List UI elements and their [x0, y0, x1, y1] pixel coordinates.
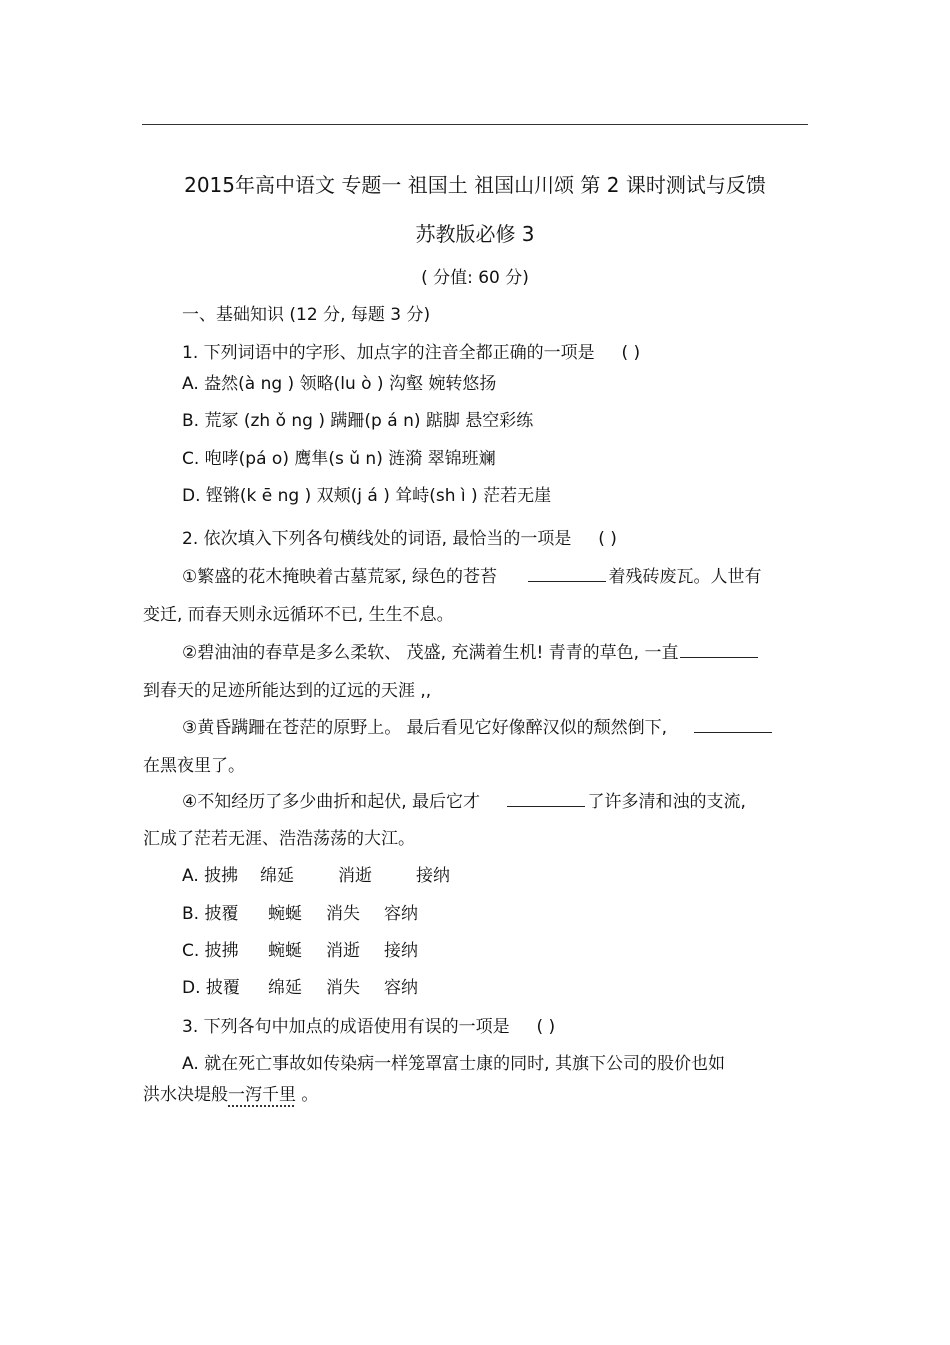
sentence-text: ①繁盛的花木掩映着古墓荒冢, 绿色的苍苔	[182, 567, 498, 587]
sentence-text: ②碧油油的春草是多么柔软、 茂盛, 充满着生机! 青青的草色, 一直	[182, 643, 679, 663]
sentence-3-cont: 在黑夜里了。	[143, 756, 245, 776]
sentence-text: 了许多清和浊的支流,	[587, 792, 746, 812]
question-1-option-b: B. 荒冢 (zh ǒ ng ) 蹒跚(p á n) 踮脚 悬空彩练	[182, 411, 534, 431]
answer-paren: ( )	[598, 529, 617, 549]
option-word: 接纳	[416, 866, 450, 886]
option-word: A. 披拂	[182, 866, 239, 886]
sentence-4-cont: 汇成了茫若无涯、浩浩荡荡的大江。	[143, 829, 415, 849]
option-word: 消失	[326, 978, 360, 998]
question-3-stem	[182, 1016, 555, 1038]
option-word: 消失	[326, 904, 360, 924]
question-text: 1. 下列词语中的字形、加点字的注音全都正确的一项是	[182, 343, 595, 363]
sentence-2	[182, 642, 760, 664]
option-word: 容纳	[384, 978, 418, 998]
sentence-text: 洪水决堤般	[143, 1085, 228, 1105]
option-word: 绵延	[268, 978, 302, 998]
question-1-option-a: A. 盎然(à ng ) 领略(lu ò ) 沟壑 婉转悠扬	[182, 374, 497, 394]
question-1-option-c: C. 咆哮(pá o) 鹰隼(s ǔ n) 涟漪 翠锦班斓	[182, 449, 496, 469]
question-2-option-a	[182, 865, 450, 887]
page-subtitle: 苏教版必修 3	[415, 222, 535, 246]
sentence-1-cont: 变迁, 而春天则永远循环不已, 生生不息。	[143, 605, 454, 625]
question-3-option-a-cont	[143, 1084, 318, 1106]
header-rule	[142, 124, 808, 125]
option-word: B. 披覆	[182, 904, 239, 924]
score-note: ( 分值: 60 分)	[421, 268, 529, 288]
fill-blank	[528, 567, 606, 582]
question-2-stem	[182, 528, 617, 550]
option-word: 蜿蜒	[268, 904, 302, 924]
question-2-option-c	[182, 940, 418, 962]
question-text: 3. 下列各句中加点的成语使用有误的一项是	[182, 1017, 510, 1037]
option-word: 蜿蜒	[268, 941, 302, 961]
fill-blank	[680, 643, 758, 658]
option-word: 接纳	[384, 941, 418, 961]
question-text: 2. 依次填入下列各句横线处的词语, 最恰当的一项是	[182, 529, 572, 549]
option-word: 绵延	[260, 866, 294, 886]
answer-paren: ( )	[536, 1017, 556, 1037]
question-2-option-b	[182, 903, 418, 925]
dotted-idiom: 一泻千里	[228, 1085, 296, 1105]
sentence-text: 着残砖废瓦。人世有	[608, 567, 762, 587]
sentence-3	[182, 717, 774, 739]
page-title: 2015年高中语文 专题一 祖国土 祖国山川颂 第 2 课时测试与反馈	[184, 173, 766, 197]
sentence-text: ④不知经历了多少曲折和起伏, 最后它才	[182, 792, 481, 812]
option-word: 消逝	[326, 941, 360, 961]
answer-paren: ( )	[621, 343, 641, 363]
sentence-1	[182, 566, 761, 588]
sentence-2-cont: 到春天的足迹所能达到的辽远的天涯 ,,	[143, 681, 432, 701]
question-1-stem	[182, 342, 640, 364]
fill-blank	[694, 718, 772, 733]
sentence-text: ③黄昏蹒跚在苍茫的原野上。 最后看见它好像醉汉似的颓然倒下,	[182, 718, 668, 738]
sentence-text: 。	[296, 1085, 319, 1105]
fill-blank	[507, 792, 585, 807]
section-heading: 一、基础知识 (12 分, 每题 3 分)	[182, 305, 431, 325]
question-3-option-a: A. 就在死亡事故如传染病一样笼罩富士康的同时, 其旗下公司的股价也如	[182, 1054, 725, 1074]
question-1-option-d: D. 铿锵(k ē ng ) 双颊(j á ) 耸峙(sh ì ) 茫若无崖	[182, 486, 552, 506]
option-word: D. 披覆	[182, 978, 240, 998]
option-word: 消逝	[338, 866, 372, 886]
question-2-option-d	[182, 977, 418, 999]
sentence-4	[182, 791, 746, 813]
option-word: 容纳	[384, 904, 418, 924]
option-word: C. 披拂	[182, 941, 239, 961]
